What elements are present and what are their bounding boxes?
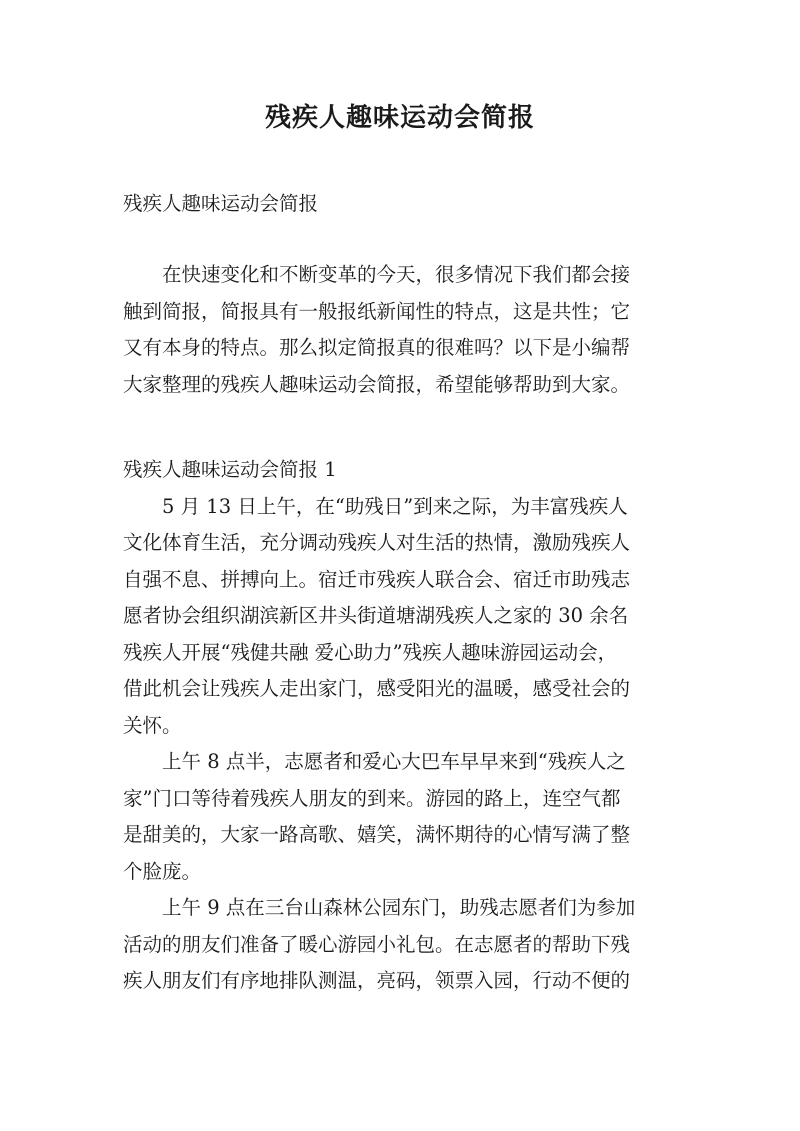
paragraph-2-line: 上午 8 点半，志愿者和爱心大巴车早早来到“残疾人之 (162, 750, 626, 773)
paragraph-1-line: 文化体育生活，充分调动残疾人对生活的热情，激励残疾人 (123, 531, 631, 554)
paragraph-3-line: 上午 9 点在三台山森林公园东门，助残志愿者们为参加 (162, 896, 636, 919)
section-1 (123, 452, 693, 1000)
paragraph-3-line: 疾人朋友们有序地排队测温，亮码，领票入园，行动不便的 (123, 969, 631, 992)
paragraph-1-line: 借此机会让残疾人走出家门，感受阳光的温暖，感受社会的 (123, 677, 631, 700)
intro-line: 在快速变化和不断变革的今天，很多情况下我们都会接 (162, 263, 631, 286)
paragraph-1-line: 5 月 13 日上午，在“助残日”到来之际，为丰富残疾人 (162, 494, 628, 518)
intro-line: 又有本身的特点。那么拟定简报真的很难吗？以下是小编帮 (123, 336, 631, 359)
paragraph-1-line: 残疾人开展“残健共融 爱心助力”残疾人趣味游园运动会， (123, 640, 618, 664)
paragraph-3-line: 活动的朋友们准备了暖心游园小礼包。在志愿者的帮助下残 (123, 932, 631, 956)
intro-line: 触到简报，简报具有一般报纸新闻性的特点，这是共性；它 (123, 299, 631, 323)
paragraph-2-line: 是甜美的，大家一路高歌、嬉笑，满怀期待的心情写满了整 (123, 823, 631, 846)
section-heading: 残疾人趣味运动会简报 1 (123, 458, 337, 481)
intro-paragraph (123, 257, 693, 403)
paragraph-1-line: 关怀。 (123, 713, 182, 737)
paragraph-1-line: 自强不息、拼搏向上。宿迁市残疾人联合会、宿迁市助残志 (123, 567, 631, 591)
paragraph-1-line: 愿者协会组织湖滨新区井头街道塘湖残疾人之家的 30 余名 (123, 604, 629, 627)
intro-line: 大家整理的残疾人趣味运动会简报，希望能够帮助到大家。 (123, 372, 631, 396)
document-subtitle: 残疾人趣味运动会简报 (123, 192, 319, 215)
document-title: 残疾人趣味运动会简报 (264, 103, 535, 133)
paragraph-2-line: 个脸庞。 (123, 859, 202, 883)
paragraph-2-line: 家”门口等待着残疾人朋友的到来。游园的路上，连空气都 (123, 786, 621, 810)
